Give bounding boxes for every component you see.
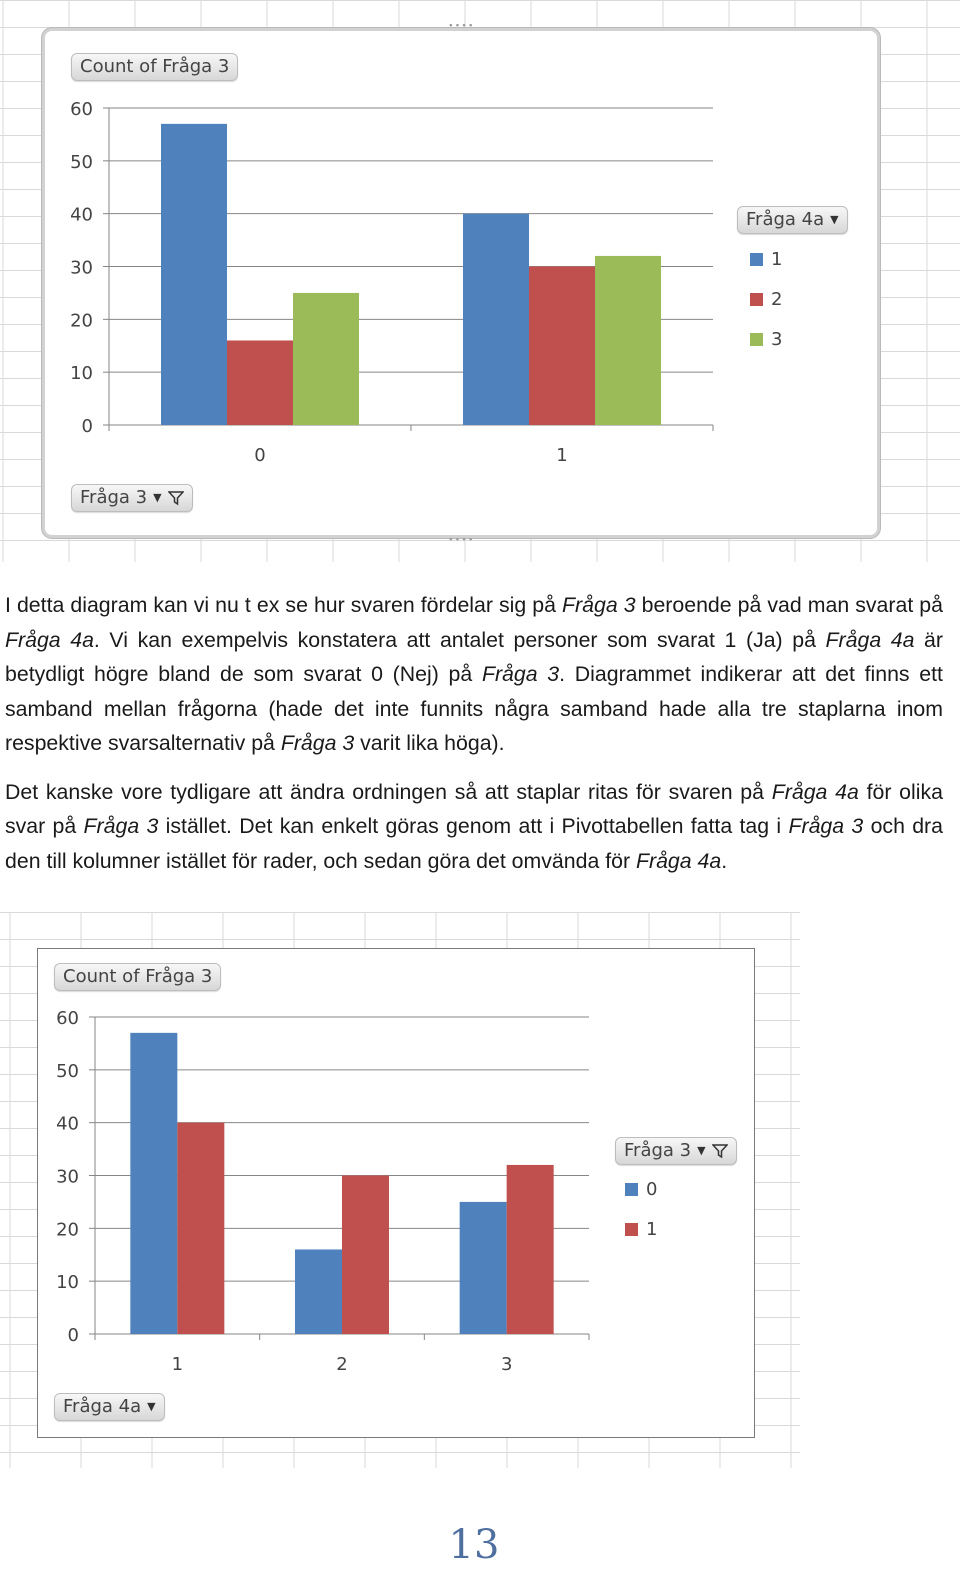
- x-tick-label: 3: [500, 1354, 513, 1375]
- y-tick-label: 10: [70, 363, 93, 385]
- x-tick-label: 0: [254, 445, 266, 466]
- y-tick-label: 40: [56, 1113, 79, 1135]
- chart-2-legend: [625, 1169, 657, 1249]
- legend-item: [625, 1169, 657, 1209]
- bar: [295, 1249, 342, 1334]
- axis-field-button[interactable]: [54, 1393, 165, 1421]
- bar: [342, 1176, 389, 1335]
- legend-label: 1: [771, 248, 783, 270]
- italic-term: Fråga 4a: [825, 627, 915, 652]
- bar: [227, 340, 293, 425]
- y-tick-label: 60: [56, 1008, 79, 1029]
- y-tick-label: 10: [56, 1272, 79, 1294]
- legend-field-button[interactable]: [737, 206, 848, 234]
- bar: [507, 1165, 554, 1334]
- legend-field-label: Fråga 4a: [746, 209, 825, 230]
- text-run: och dra den till kolumner istället för rader, och sedan göra det omvända för: [5, 814, 943, 873]
- legend-label: 1: [646, 1218, 658, 1240]
- italic-term: Fråga 3: [562, 593, 636, 617]
- y-tick-label: 20: [56, 1219, 79, 1241]
- page-number: 13: [448, 1522, 500, 1568]
- italic-term: Fråga 3: [83, 814, 159, 838]
- pivot-chart-1[interactable]: [42, 21, 880, 545]
- legend-swatch: [750, 333, 763, 346]
- y-tick-label: 0: [67, 1325, 79, 1346]
- text-run: I detta diagram kan vi nu t ex se hur svaren fördelar sig på: [5, 593, 563, 617]
- paragraph-1: [5, 588, 943, 761]
- y-tick-label: 30: [56, 1166, 79, 1188]
- bar: [177, 1123, 224, 1334]
- bar: [529, 267, 595, 426]
- value-field-label: Count of Fråga 3: [63, 966, 213, 987]
- pivot-chart-2[interactable]: [37, 948, 755, 1438]
- italic-term: Fråga 4a: [771, 779, 859, 804]
- text-run: varit lika höga).: [354, 731, 505, 755]
- y-tick-label: 0: [81, 416, 93, 437]
- legend-item: [750, 279, 782, 319]
- resize-handle-bottom[interactable]: ∙∙∙∙: [448, 535, 475, 545]
- x-tick-label: 1: [171, 1354, 184, 1375]
- axis-field-label: Fråga 3: [80, 487, 148, 508]
- y-tick-label: 50: [56, 1060, 79, 1082]
- legend-label: 3: [771, 328, 783, 350]
- legend-label: 0: [646, 1178, 658, 1200]
- y-tick-label: 50: [70, 151, 93, 173]
- text-run: istället. Det kan enkelt göras genom att i Pivottabellen fatta tag i: [158, 814, 789, 838]
- bar: [130, 1033, 177, 1334]
- chevron-down-icon: ▼: [147, 1400, 156, 1413]
- bar: [161, 124, 227, 425]
- legend-item: [625, 1209, 657, 1249]
- chevron-down-icon: ▼: [153, 491, 162, 504]
- legend-swatch: [750, 253, 763, 266]
- italic-term: Fråga 3: [280, 731, 355, 755]
- bar: [463, 214, 529, 425]
- bar: [595, 256, 661, 425]
- value-field-button[interactable]: [71, 53, 238, 81]
- text-run: är betydligt högre bland de som svarat 0 (Nej) på: [5, 627, 943, 686]
- legend-swatch: [625, 1223, 638, 1236]
- body-text: [5, 588, 943, 878]
- legend-swatch: [750, 293, 763, 306]
- axis-field-button[interactable]: [71, 484, 193, 512]
- filter-icon: [712, 1143, 728, 1159]
- bar: [293, 293, 359, 425]
- value-field-button[interactable]: [54, 963, 221, 991]
- legend-item: [750, 239, 782, 279]
- text-run: Det kanske vore tydligare att ändra ordningen så att staplar ritas för svaren på: [5, 779, 772, 804]
- text-run: för olika svar på: [5, 779, 943, 838]
- chart-1-legend: [750, 239, 782, 359]
- chevron-down-icon: ▼: [697, 1144, 706, 1157]
- text-run: .: [721, 848, 728, 873]
- legend-label: 2: [771, 288, 783, 310]
- chevron-down-icon: ▼: [830, 213, 839, 226]
- resize-handle-top[interactable]: ∙∙∙∙: [448, 21, 475, 31]
- legend-item: [750, 319, 782, 359]
- x-tick-label: 1: [556, 445, 568, 466]
- italic-term: Fråga 3: [481, 662, 560, 686]
- text-run: beroende på vad man svarat på: [635, 593, 943, 617]
- text-run: . Diagrammet indikerar att det finns ett samband mellan frågorna (hade det inte funnits några samband hade alla tre staplarna inom respektive svarsalternativ på: [5, 662, 943, 755]
- y-tick-label: 20: [70, 310, 93, 332]
- legend-swatch: [625, 1183, 638, 1196]
- legend-field-button[interactable]: [615, 1137, 737, 1165]
- axis-field-label: Fråga 4a: [63, 1396, 142, 1417]
- y-tick-label: 40: [70, 204, 93, 226]
- value-field-label: Count of Fråga 3: [80, 56, 230, 77]
- x-tick-label: 2: [336, 1354, 348, 1375]
- italic-term: Fråga 4a: [635, 848, 722, 873]
- filter-icon: [168, 490, 184, 506]
- bar: [460, 1202, 507, 1334]
- y-tick-label: 30: [70, 257, 93, 279]
- italic-term: Fråga 3: [788, 814, 864, 838]
- y-tick-label: 60: [70, 99, 93, 120]
- paragraph-2: [5, 775, 943, 879]
- italic-term: Fråga 4a: [5, 627, 94, 652]
- legend-field-label: Fråga 3: [624, 1140, 692, 1161]
- text-run: . Vi kan exempelvis konstatera att antalet personer som svarat 1 (Ja) på: [93, 627, 826, 652]
